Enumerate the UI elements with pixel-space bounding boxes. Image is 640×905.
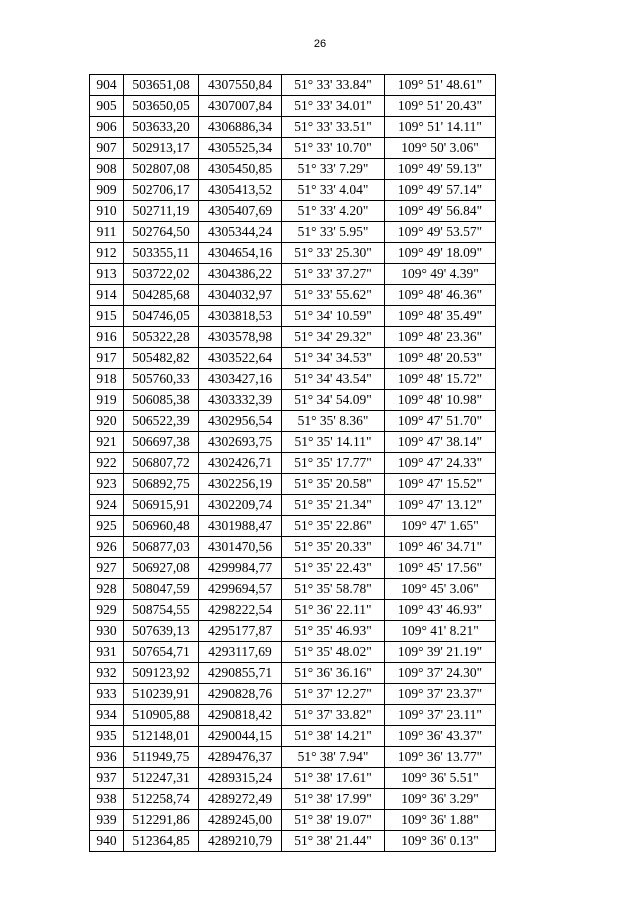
longitude-cell: 109° 48' 35.49" <box>385 306 496 327</box>
y-coordinate-cell: 4303332,39 <box>199 390 282 411</box>
longitude-cell: 109° 37' 24.30" <box>385 663 496 684</box>
latitude-cell: 51° 33' 7.29" <box>282 159 385 180</box>
y-coordinate-cell: 4302426,71 <box>199 453 282 474</box>
latitude-cell: 51° 33' 33.84" <box>282 75 385 96</box>
point-number-cell: 923 <box>90 474 124 495</box>
longitude-cell: 109° 49' 57.14" <box>385 180 496 201</box>
coordinates-table <box>89 74 496 852</box>
page-number: 26 <box>313 38 327 50</box>
y-coordinate-cell: 4304654,16 <box>199 243 282 264</box>
y-coordinate-cell: 4301470,56 <box>199 537 282 558</box>
table-row <box>90 600 496 621</box>
y-coordinate-cell: 4299694,57 <box>199 579 282 600</box>
latitude-cell: 51° 35' 21.34" <box>282 495 385 516</box>
x-coordinate-cell: 506892,75 <box>124 474 199 495</box>
table-row <box>90 159 496 180</box>
point-number-cell: 937 <box>90 768 124 789</box>
table-row <box>90 810 496 831</box>
longitude-cell: 109° 51' 14.11" <box>385 117 496 138</box>
point-number-cell: 934 <box>90 705 124 726</box>
y-coordinate-cell: 4305407,69 <box>199 201 282 222</box>
table-row <box>90 453 496 474</box>
x-coordinate-cell: 506085,38 <box>124 390 199 411</box>
y-coordinate-cell: 4307550,84 <box>199 75 282 96</box>
point-number-cell: 907 <box>90 138 124 159</box>
y-coordinate-cell: 4295177,87 <box>199 621 282 642</box>
longitude-cell: 109° 51' 48.61" <box>385 75 496 96</box>
x-coordinate-cell: 503633,20 <box>124 117 199 138</box>
point-number-cell: 929 <box>90 600 124 621</box>
latitude-cell: 51° 35' 48.02" <box>282 642 385 663</box>
point-number-cell: 917 <box>90 348 124 369</box>
y-coordinate-cell: 4303427,16 <box>199 369 282 390</box>
table-row <box>90 495 496 516</box>
longitude-cell: 109° 45' 3.06" <box>385 579 496 600</box>
y-coordinate-cell: 4302209,74 <box>199 495 282 516</box>
latitude-cell: 51° 35' 22.43" <box>282 558 385 579</box>
latitude-cell: 51° 34' 34.53" <box>282 348 385 369</box>
point-number-cell: 931 <box>90 642 124 663</box>
x-coordinate-cell: 503722,02 <box>124 264 199 285</box>
y-coordinate-cell: 4303578,98 <box>199 327 282 348</box>
latitude-cell: 51° 35' 22.86" <box>282 516 385 537</box>
x-coordinate-cell: 512291,86 <box>124 810 199 831</box>
longitude-cell: 109° 47' 51.70" <box>385 411 496 432</box>
longitude-cell: 109° 39' 21.19" <box>385 642 496 663</box>
point-number-cell: 908 <box>90 159 124 180</box>
longitude-cell: 109° 47' 24.33" <box>385 453 496 474</box>
latitude-cell: 51° 33' 4.04" <box>282 180 385 201</box>
x-coordinate-cell: 506807,72 <box>124 453 199 474</box>
longitude-cell: 109° 48' 23.36" <box>385 327 496 348</box>
longitude-cell: 109° 49' 18.09" <box>385 243 496 264</box>
table-row <box>90 180 496 201</box>
longitude-cell: 109° 48' 10.98" <box>385 390 496 411</box>
table-row <box>90 243 496 264</box>
y-coordinate-cell: 4289210,79 <box>199 831 282 852</box>
point-number-cell: 909 <box>90 180 124 201</box>
x-coordinate-cell: 502807,08 <box>124 159 199 180</box>
x-coordinate-cell: 503650,05 <box>124 96 199 117</box>
table-row <box>90 327 496 348</box>
y-coordinate-cell: 4304386,22 <box>199 264 282 285</box>
table-row <box>90 726 496 747</box>
point-number-cell: 918 <box>90 369 124 390</box>
point-number-cell: 906 <box>90 117 124 138</box>
table-row <box>90 705 496 726</box>
table-row <box>90 75 496 96</box>
y-coordinate-cell: 4299984,77 <box>199 558 282 579</box>
x-coordinate-cell: 512148,01 <box>124 726 199 747</box>
point-number-cell: 911 <box>90 222 124 243</box>
latitude-cell: 51° 38' 7.94" <box>282 747 385 768</box>
table-row <box>90 390 496 411</box>
longitude-cell: 109° 49' 56.84" <box>385 201 496 222</box>
table-row <box>90 264 496 285</box>
point-number-cell: 904 <box>90 75 124 96</box>
point-number-cell: 928 <box>90 579 124 600</box>
x-coordinate-cell: 502711,19 <box>124 201 199 222</box>
y-coordinate-cell: 4293117,69 <box>199 642 282 663</box>
x-coordinate-cell: 504285,68 <box>124 285 199 306</box>
y-coordinate-cell: 4289272,49 <box>199 789 282 810</box>
x-coordinate-cell: 508047,59 <box>124 579 199 600</box>
point-number-cell: 935 <box>90 726 124 747</box>
point-number-cell: 924 <box>90 495 124 516</box>
longitude-cell: 109° 49' 53.57" <box>385 222 496 243</box>
x-coordinate-cell: 505322,28 <box>124 327 199 348</box>
x-coordinate-cell: 506927,08 <box>124 558 199 579</box>
coordinates-table-body <box>90 75 496 852</box>
point-number-cell: 910 <box>90 201 124 222</box>
table-row <box>90 537 496 558</box>
x-coordinate-cell: 508754,55 <box>124 600 199 621</box>
latitude-cell: 51° 34' 10.59" <box>282 306 385 327</box>
point-number-cell: 913 <box>90 264 124 285</box>
longitude-cell: 109° 47' 1.65" <box>385 516 496 537</box>
latitude-cell: 51° 37' 33.82" <box>282 705 385 726</box>
latitude-cell: 51° 35' 20.58" <box>282 474 385 495</box>
table-row <box>90 831 496 852</box>
latitude-cell: 51° 38' 17.99" <box>282 789 385 810</box>
y-coordinate-cell: 4289245,00 <box>199 810 282 831</box>
point-number-cell: 916 <box>90 327 124 348</box>
table-row <box>90 369 496 390</box>
table-row <box>90 558 496 579</box>
latitude-cell: 51° 38' 14.21" <box>282 726 385 747</box>
latitude-cell: 51° 33' 4.20" <box>282 201 385 222</box>
y-coordinate-cell: 4304032,97 <box>199 285 282 306</box>
x-coordinate-cell: 505760,33 <box>124 369 199 390</box>
table-row <box>90 474 496 495</box>
latitude-cell: 51° 35' 14.11" <box>282 432 385 453</box>
y-coordinate-cell: 4302956,54 <box>199 411 282 432</box>
x-coordinate-cell: 504746,05 <box>124 306 199 327</box>
point-number-cell: 905 <box>90 96 124 117</box>
point-number-cell: 919 <box>90 390 124 411</box>
x-coordinate-cell: 509123,92 <box>124 663 199 684</box>
x-coordinate-cell: 506915,91 <box>124 495 199 516</box>
x-coordinate-cell: 502764,50 <box>124 222 199 243</box>
longitude-cell: 109° 36' 13.77" <box>385 747 496 768</box>
point-number-cell: 915 <box>90 306 124 327</box>
longitude-cell: 109° 41' 8.21" <box>385 621 496 642</box>
longitude-cell: 109° 48' 15.72" <box>385 369 496 390</box>
latitude-cell: 51° 36' 22.11" <box>282 600 385 621</box>
latitude-cell: 51° 35' 20.33" <box>282 537 385 558</box>
longitude-cell: 109° 43' 46.93" <box>385 600 496 621</box>
latitude-cell: 51° 35' 17.77" <box>282 453 385 474</box>
y-coordinate-cell: 4290044,15 <box>199 726 282 747</box>
longitude-cell: 109° 36' 0.13" <box>385 831 496 852</box>
longitude-cell: 109° 51' 20.43" <box>385 96 496 117</box>
table-row <box>90 117 496 138</box>
longitude-cell: 109° 36' 5.51" <box>385 768 496 789</box>
y-coordinate-cell: 4307007,84 <box>199 96 282 117</box>
table-row <box>90 768 496 789</box>
table-row <box>90 348 496 369</box>
latitude-cell: 51° 35' 8.36" <box>282 411 385 432</box>
table-row <box>90 747 496 768</box>
longitude-cell: 109° 37' 23.37" <box>385 684 496 705</box>
latitude-cell: 51° 38' 19.07" <box>282 810 385 831</box>
point-number-cell: 939 <box>90 810 124 831</box>
x-coordinate-cell: 512364,85 <box>124 831 199 852</box>
longitude-cell: 109° 45' 17.56" <box>385 558 496 579</box>
x-coordinate-cell: 503355,11 <box>124 243 199 264</box>
table-row <box>90 432 496 453</box>
point-number-cell: 936 <box>90 747 124 768</box>
table-row <box>90 642 496 663</box>
y-coordinate-cell: 4301988,47 <box>199 516 282 537</box>
x-coordinate-cell: 502706,17 <box>124 180 199 201</box>
latitude-cell: 51° 33' 33.51" <box>282 117 385 138</box>
longitude-cell: 109° 36' 3.29" <box>385 789 496 810</box>
y-coordinate-cell: 4289476,37 <box>199 747 282 768</box>
latitude-cell: 51° 37' 12.27" <box>282 684 385 705</box>
latitude-cell: 51° 34' 54.09" <box>282 390 385 411</box>
y-coordinate-cell: 4302693,75 <box>199 432 282 453</box>
longitude-cell: 109° 47' 38.14" <box>385 432 496 453</box>
y-coordinate-cell: 4302256,19 <box>199 474 282 495</box>
latitude-cell: 51° 35' 46.93" <box>282 621 385 642</box>
table-row <box>90 789 496 810</box>
x-coordinate-cell: 506697,38 <box>124 432 199 453</box>
point-number-cell: 925 <box>90 516 124 537</box>
latitude-cell: 51° 33' 34.01" <box>282 96 385 117</box>
y-coordinate-cell: 4305413,52 <box>199 180 282 201</box>
latitude-cell: 51° 38' 17.61" <box>282 768 385 789</box>
y-coordinate-cell: 4290855,71 <box>199 663 282 684</box>
x-coordinate-cell: 507654,71 <box>124 642 199 663</box>
table-row <box>90 96 496 117</box>
longitude-cell: 109° 48' 20.53" <box>385 348 496 369</box>
y-coordinate-cell: 4290818,42 <box>199 705 282 726</box>
table-row <box>90 306 496 327</box>
x-coordinate-cell: 502913,17 <box>124 138 199 159</box>
latitude-cell: 51° 34' 43.54" <box>282 369 385 390</box>
point-number-cell: 933 <box>90 684 124 705</box>
table-row <box>90 411 496 432</box>
y-coordinate-cell: 4290828,76 <box>199 684 282 705</box>
table-row <box>90 222 496 243</box>
x-coordinate-cell: 506877,03 <box>124 537 199 558</box>
longitude-cell: 109° 37' 23.11" <box>385 705 496 726</box>
longitude-cell: 109° 48' 46.36" <box>385 285 496 306</box>
y-coordinate-cell: 4305344,24 <box>199 222 282 243</box>
y-coordinate-cell: 4306886,34 <box>199 117 282 138</box>
y-coordinate-cell: 4305450,85 <box>199 159 282 180</box>
x-coordinate-cell: 507639,13 <box>124 621 199 642</box>
latitude-cell: 51° 35' 58.78" <box>282 579 385 600</box>
table-row <box>90 684 496 705</box>
longitude-cell: 109° 47' 15.52" <box>385 474 496 495</box>
latitude-cell: 51° 33' 10.70" <box>282 138 385 159</box>
point-number-cell: 922 <box>90 453 124 474</box>
point-number-cell: 932 <box>90 663 124 684</box>
point-number-cell: 921 <box>90 432 124 453</box>
point-number-cell: 926 <box>90 537 124 558</box>
point-number-cell: 940 <box>90 831 124 852</box>
latitude-cell: 51° 38' 21.44" <box>282 831 385 852</box>
x-coordinate-cell: 510905,88 <box>124 705 199 726</box>
x-coordinate-cell: 511949,75 <box>124 747 199 768</box>
x-coordinate-cell: 512258,74 <box>124 789 199 810</box>
point-number-cell: 930 <box>90 621 124 642</box>
x-coordinate-cell: 506522,39 <box>124 411 199 432</box>
table-row <box>90 579 496 600</box>
latitude-cell: 51° 33' 25.30" <box>282 243 385 264</box>
longitude-cell: 109° 36' 43.37" <box>385 726 496 747</box>
latitude-cell: 51° 34' 29.32" <box>282 327 385 348</box>
point-number-cell: 938 <box>90 789 124 810</box>
y-coordinate-cell: 4303818,53 <box>199 306 282 327</box>
y-coordinate-cell: 4289315,24 <box>199 768 282 789</box>
y-coordinate-cell: 4298222,54 <box>199 600 282 621</box>
x-coordinate-cell: 510239,91 <box>124 684 199 705</box>
latitude-cell: 51° 33' 37.27" <box>282 264 385 285</box>
x-coordinate-cell: 512247,31 <box>124 768 199 789</box>
table-row <box>90 285 496 306</box>
table-row <box>90 201 496 222</box>
point-number-cell: 927 <box>90 558 124 579</box>
latitude-cell: 51° 33' 55.62" <box>282 285 385 306</box>
longitude-cell: 109° 36' 1.88" <box>385 810 496 831</box>
table-row <box>90 516 496 537</box>
point-number-cell: 914 <box>90 285 124 306</box>
point-number-cell: 920 <box>90 411 124 432</box>
longitude-cell: 109° 46' 34.71" <box>385 537 496 558</box>
table-row <box>90 138 496 159</box>
x-coordinate-cell: 505482,82 <box>124 348 199 369</box>
y-coordinate-cell: 4305525,34 <box>199 138 282 159</box>
y-coordinate-cell: 4303522,64 <box>199 348 282 369</box>
point-number-cell: 912 <box>90 243 124 264</box>
longitude-cell: 109° 47' 13.12" <box>385 495 496 516</box>
latitude-cell: 51° 33' 5.95" <box>282 222 385 243</box>
longitude-cell: 109° 49' 4.39" <box>385 264 496 285</box>
longitude-cell: 109° 49' 59.13" <box>385 159 496 180</box>
longitude-cell: 109° 50' 3.06" <box>385 138 496 159</box>
table-row <box>90 663 496 684</box>
x-coordinate-cell: 503651,08 <box>124 75 199 96</box>
x-coordinate-cell: 506960,48 <box>124 516 199 537</box>
latitude-cell: 51° 36' 36.16" <box>282 663 385 684</box>
table-row <box>90 621 496 642</box>
